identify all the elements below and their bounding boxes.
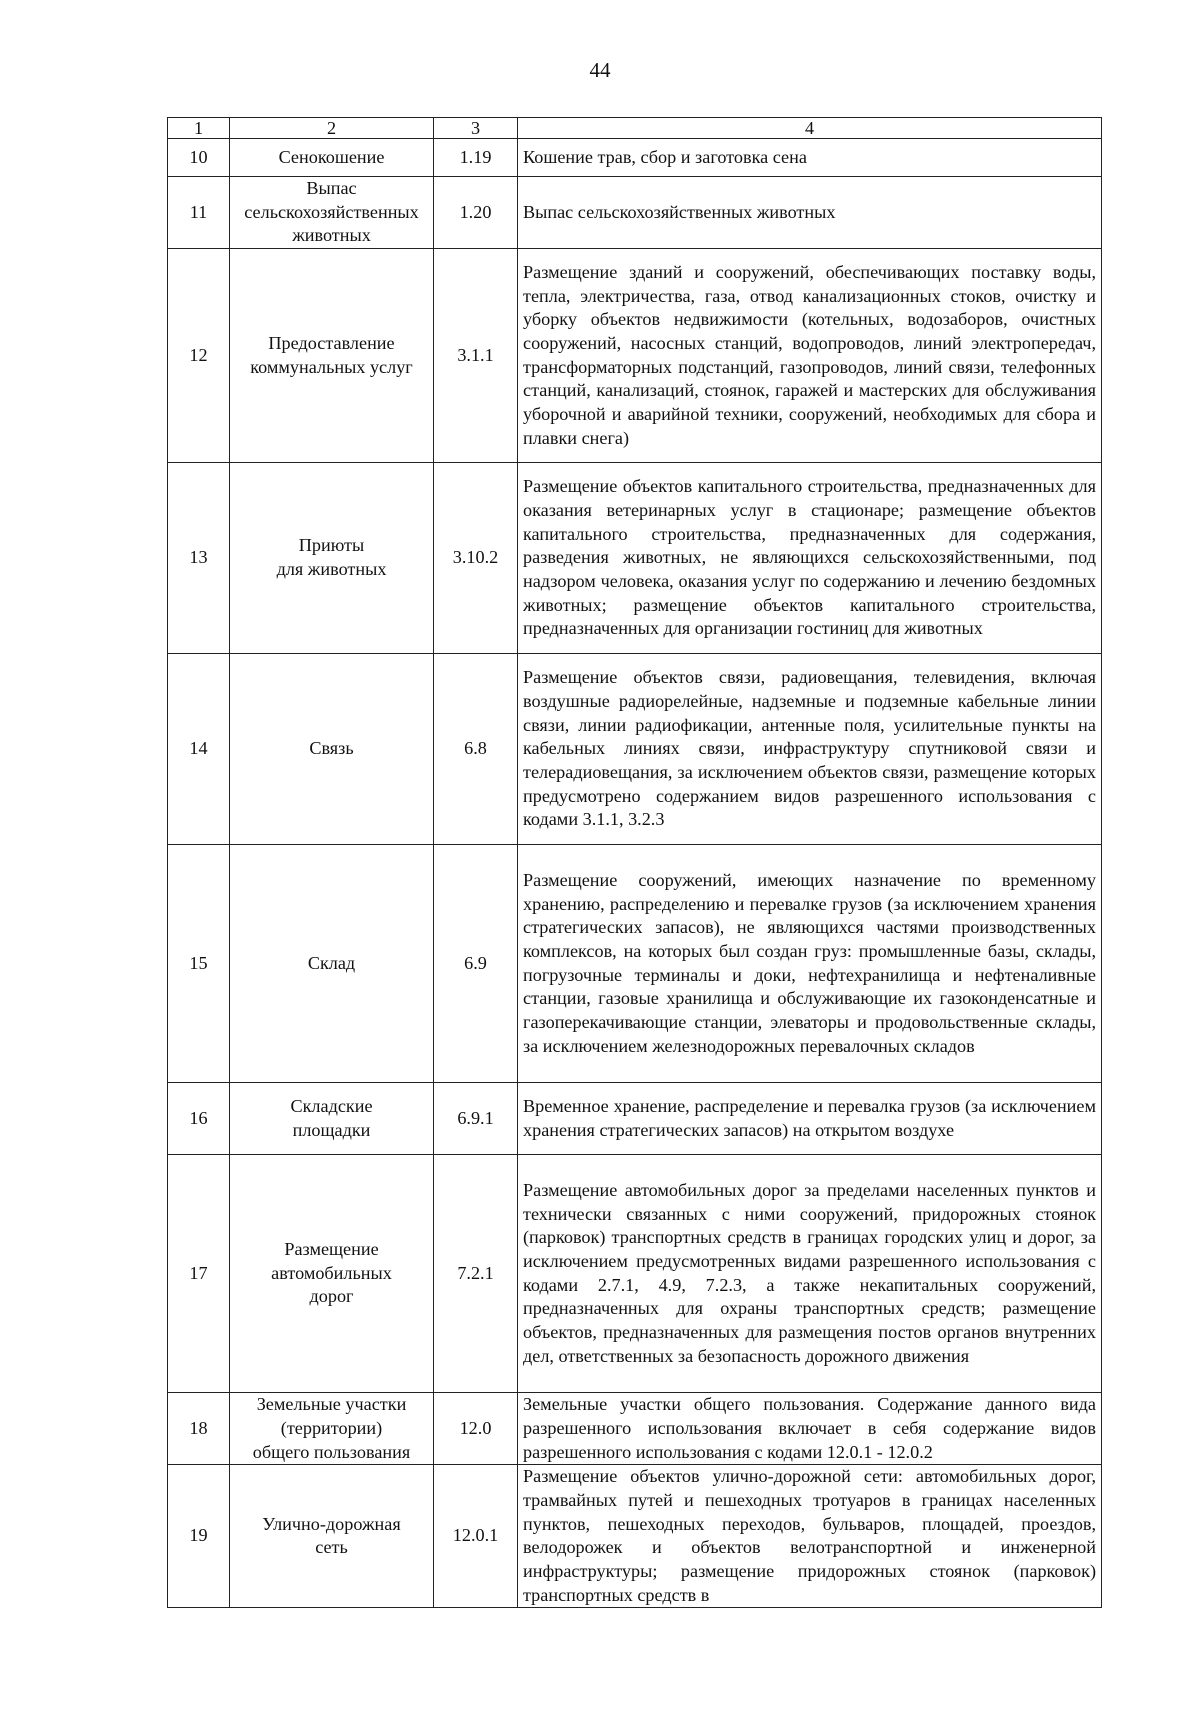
use-type-name-line: коммунальных услуг <box>250 356 413 377</box>
use-type-code: 3.1.1 <box>434 249 518 463</box>
row-number: 11 <box>168 177 230 249</box>
use-type-name-line: Размещение <box>284 1239 379 1260</box>
header-cell: 2 <box>230 118 434 139</box>
use-type-code: 12.0.1 <box>434 1465 518 1608</box>
row-number: 17 <box>168 1155 230 1393</box>
use-type-description: Размещение объектов связи, радиовещания, телевидения, включая воздушные радиорелейные, надземные и подземные кабельные линии связи, линии радиофикации, антенные поля, усилительные пункты на кабельных линиях связи, инфраструктуру спутниковой связи и телерадиовещания, за исключением объектов связи, размещение которых предусмотрено содержанием видов разрешенного использования с кодами 3.1.1, 3.2.3 <box>518 654 1102 845</box>
use-type-name <box>230 1083 434 1155</box>
use-type-name-line: Земельные участки <box>256 1394 407 1415</box>
use-type-code: 12.0 <box>434 1393 518 1465</box>
use-type-name-line: Предоставление <box>268 332 395 353</box>
use-type-description: Размещение объектов улично-дорожной сети: автомобильных дорог, трамвайных путей и пешеходных тротуаров в границах населенных пунктов, пешеходных переходов, бульваров, площадей, проездов, велодорожек и объектов велотранспортной и инженерной инфраструктуры; размещение придорожных стоянок (парковок) транспортных средств в <box>518 1465 1102 1608</box>
use-type-name-line: Приюты <box>298 535 365 556</box>
table-row <box>168 463 1102 654</box>
table-row <box>168 654 1102 845</box>
table-row <box>168 1465 1102 1608</box>
use-type-description: Размещение объектов капитального строительства, предназначенных для оказания ветеринарных услуг в стационаре; размещение объектов капитального строительства, предназначенных для содержания, разведения животных, не являющихся сельскохозяйственными, под надзором человека, оказания услуг по содержанию и лечению бездомных животных; размещение объектов капитального строительства, предназначенных для организации гостиниц для животных <box>518 463 1102 654</box>
table-row <box>168 177 1102 249</box>
header-cell: 1 <box>168 118 230 139</box>
row-number: 19 <box>168 1465 230 1608</box>
use-type-code: 1.20 <box>434 177 518 249</box>
table-header-row <box>168 118 1102 139</box>
use-type-name-line: Склад <box>307 952 356 973</box>
use-type-name <box>230 654 434 845</box>
use-type-name-line: Улично-дорожная <box>262 1513 401 1534</box>
row-number: 12 <box>168 249 230 463</box>
table-row <box>168 139 1102 177</box>
table-row <box>168 845 1102 1083</box>
row-number: 16 <box>168 1083 230 1155</box>
use-type-name-line: Связь <box>309 738 354 759</box>
use-type-name <box>230 1393 434 1465</box>
use-type-description: Размещение сооружений, имеющих назначение по временному хранению, распределению и перевалке грузов (за исключением хранения стратегических запасов), не являющихся частями производственных комплексов, на которых был создан груз: промышленные базы, склады, погрузочные терминалы и доки, нефтехранилища и нефтеналивные станции, газовые хранилища и обслуживающие их газоконденсатные и газоперекачивающие станции, элеваторы и продовольственные склады, за исключением железнодорожных перевалочных складов <box>518 845 1102 1083</box>
table-row <box>168 249 1102 463</box>
use-type-name-line: животных <box>292 225 371 246</box>
header-cell: 3 <box>434 118 518 139</box>
use-type-name <box>230 845 434 1083</box>
row-number: 18 <box>168 1393 230 1465</box>
use-type-name-line: общего пользования <box>252 1441 411 1462</box>
use-type-name-line: для животных <box>276 559 387 580</box>
use-type-code: 6.9 <box>434 845 518 1083</box>
row-number: 13 <box>168 463 230 654</box>
use-type-description: Размещение автомобильных дорог за пределами населенных пунктов и технически связанных с ними сооружений, придорожных стоянок (парковок) транспортных средств в границах городских улиц и дорог, за исключением предусмотренных видами разрешенного использования с кодами 2.7.1, 4.9, 7.2.3, а также некапитальных сооружений, предназначенных для охраны транспортных средств; размещение объектов, предназначенных для размещения постов органов внутренних дел, ответственных за безопасность дорожного движения <box>518 1155 1102 1393</box>
use-type-description: Выпас сельскохозяйственных животных <box>518 177 1102 249</box>
use-type-code: 1.19 <box>434 139 518 177</box>
use-type-code: 3.10.2 <box>434 463 518 654</box>
use-type-name-line: автомобильных <box>271 1262 392 1283</box>
use-type-name-line: Складские <box>290 1095 373 1116</box>
use-type-code: 6.8 <box>434 654 518 845</box>
header-cell: 4 <box>518 118 1102 139</box>
land-use-table <box>167 117 1102 1608</box>
use-type-name <box>230 249 434 463</box>
table-row <box>168 1393 1102 1465</box>
use-type-code: 7.2.1 <box>434 1155 518 1393</box>
use-type-name-line: площадки <box>292 1119 371 1140</box>
use-type-name-line: сельскохозяйственных <box>244 201 419 222</box>
use-type-name-line: (территории) <box>280 1417 383 1438</box>
use-type-description: Кошение трав, сбор и заготовка сена <box>518 139 1102 177</box>
use-type-description: Размещение зданий и сооружений, обеспечивающих поставку воды, тепла, электричества, газа, отвод канализационных стоков, очистку и уборку объектов недвижимости (котельных, водозаборов, очистных сооружений, насосных станций, водопроводов, линий электропередач, трансформаторных подстанций, газопроводов, линий связи, телефонных станций, канализаций, стоянок, гаражей и мастерских для обслуживания уборочной и аварийной техники, сооружений, необходимых для сбора и плавки снега) <box>518 249 1102 463</box>
use-type-name <box>230 139 434 177</box>
use-type-name <box>230 1155 434 1393</box>
table-row <box>168 1083 1102 1155</box>
use-type-name <box>230 177 434 249</box>
table-row <box>168 1155 1102 1393</box>
use-type-name-line: Сенокошение <box>278 146 385 167</box>
row-number: 15 <box>168 845 230 1083</box>
use-type-name <box>230 463 434 654</box>
row-number: 14 <box>168 654 230 845</box>
use-type-name-line: Выпас <box>306 178 357 198</box>
row-number: 10 <box>168 139 230 177</box>
use-type-code: 6.9.1 <box>434 1083 518 1155</box>
use-type-name-line: дорог <box>309 1286 354 1307</box>
use-type-description: Земельные участки общего пользования. Содержание данного вида разрешенного использования включает в себя содержание видов разрешенного использования с кодами 12.0.1 - 12.0.2 <box>518 1393 1102 1465</box>
use-type-name-line: сеть <box>315 1537 348 1558</box>
use-type-description: Временное хранение, распределение и перевалка грузов (за исключением хранения стратегических запасов) на открытом воздухе <box>518 1083 1102 1155</box>
use-type-name <box>230 1465 434 1608</box>
page-number: 44 <box>589 58 611 82</box>
